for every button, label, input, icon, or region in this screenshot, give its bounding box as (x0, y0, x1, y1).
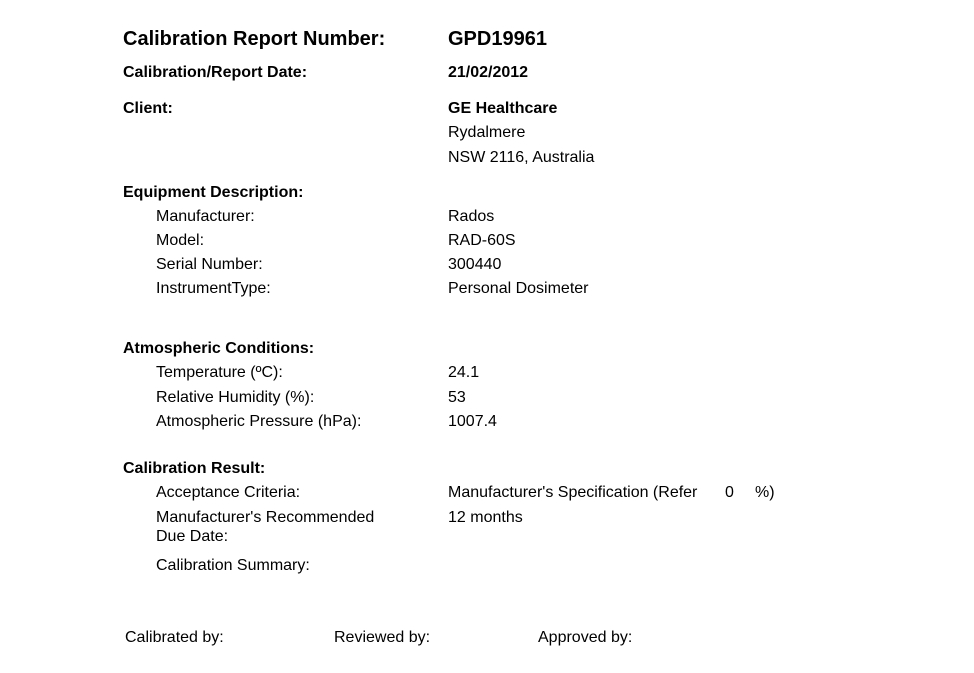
report-date-label: Calibration/Report Date: (123, 64, 308, 81)
calibration-summary-label: Calibration Summary: (156, 557, 310, 574)
pressure-value: 1007.4 (448, 413, 497, 430)
acceptance-criteria-number: 0 (725, 484, 734, 501)
calibrated-by-label: Calibrated by: (125, 629, 224, 646)
model-label: Model: (156, 232, 205, 249)
client-name: GE Healthcare (448, 100, 558, 117)
pressure-label: Atmospheric Pressure (hPa): (156, 413, 362, 430)
approved-by-label: Approved by: (538, 629, 633, 646)
equipment-heading: Equipment Description: (123, 184, 304, 201)
humidity-label: Relative Humidity (%): (156, 389, 315, 406)
model-value: RAD-60S (448, 232, 516, 249)
report-date-value: 21/02/2012 (448, 64, 529, 81)
client-label: Client: (123, 100, 173, 117)
temperature-value: 24.1 (448, 364, 480, 381)
acceptance-criteria-label: Acceptance Criteria: (156, 484, 301, 501)
temperature-label: Temperature (ºC): (156, 364, 283, 381)
report-number-value: GPD19961 (448, 28, 547, 50)
reviewed-by-label: Reviewed by: (334, 629, 431, 646)
acceptance-criteria-value: Manufacturer's Specification (Refer (448, 484, 698, 501)
acceptance-criteria-suffix: %) (755, 484, 775, 501)
serial-number-label: Serial Number: (156, 256, 263, 273)
instrument-type-label: InstrumentType: (156, 280, 271, 297)
manufacturer-label: Manufacturer: (156, 208, 255, 225)
serial-number-value: 300440 (448, 256, 502, 273)
humidity-value: 53 (448, 389, 466, 406)
due-date-label-line2: Due Date: (156, 528, 229, 545)
result-heading: Calibration Result: (123, 460, 266, 477)
atmospheric-heading: Atmospheric Conditions: (123, 340, 315, 357)
client-address-line2: NSW 2116, Australia (448, 149, 595, 166)
instrument-type-value: Personal Dosimeter (448, 280, 589, 297)
report-number-label: Calibration Report Number: (123, 28, 386, 50)
due-date-label-line1: Manufacturer's Recommended (156, 509, 375, 526)
due-date-value: 12 months (448, 509, 523, 526)
manufacturer-value: Rados (448, 208, 495, 225)
client-address-line1: Rydalmere (448, 124, 526, 141)
